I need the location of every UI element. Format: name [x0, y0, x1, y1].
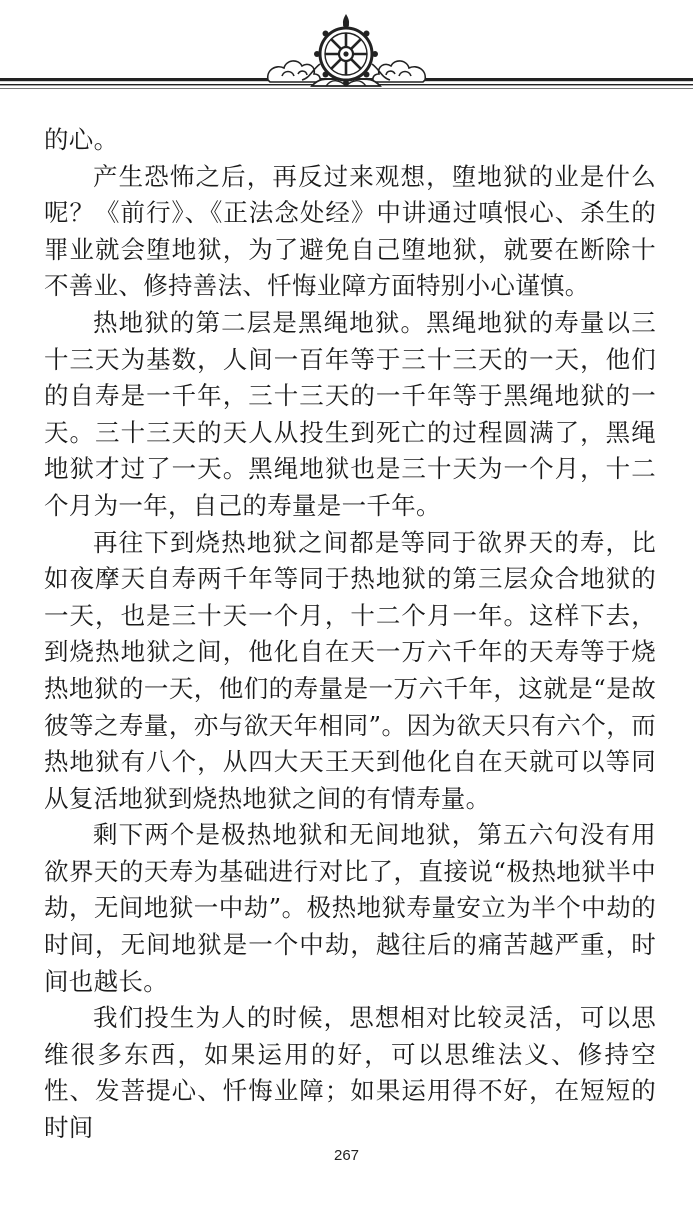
paragraph: 再往下到烧热地狱之间都是等同于欲界天的寿，比如夜摩天自寿两千年等同于热地狱的第三层众合地狱的一天，也是三十天一个月，十二个月一年。这样下去，到烧热地狱之间，他化自在天一万六千年的天寿等于烧热地狱的一天，他们的寿量是一万六千年，这就是“是故彼等之寿量，亦与欲天年相同”。因为欲天只有六个，而热地狱有八个，从四大天王天到他化自在天就可以等同从复活地狱到烧热地狱之间的有情寿量。: [44, 527, 656, 813]
paragraph: 剩下两个是极热地狱和无间地狱，第五六句没有用欲界天的天寿为基础进行对比了，直接说“极热地狱半中劫，无间地狱一中劫”。极热地狱寿量安立为半个中劫的时间，无间地狱是一个中劫，越往后的痛苦越严重，时间也越长。: [44, 820, 656, 996]
page-header-ornament: [0, 0, 693, 110]
page-body: [44, 122, 656, 1147]
page-number: 267: [333, 1147, 360, 1164]
paragraph: 热地狱的第二层是黑绳地狱。黑绳地狱的寿量以三十三天为基数，人间一百年等于三十三天的一天，他们的自寿是一千年，三十三天的一千年等于黑绳地狱的一天。三十三天的天人从投生到死亡的过程圆满了，黑绳地狱才过了一天。黑绳地狱也是三十天为一个月，十二个月为一年，自己的寿量是一千年。: [44, 307, 656, 520]
paragraph-continuation: 的心。: [44, 125, 119, 154]
paragraph: 我们投生为人的时候，思想相对比较灵活，可以思维很多东西，如果运用的好，可以思维法义、修持空性、发菩提心、忏悔业障；如果运用得不好，在短短的时间: [44, 1003, 656, 1143]
right-cloud-icon: [373, 61, 425, 82]
paragraph: 产生恐怖之后，再反过来观想，堕地狱的业是什么呢？《前行》、《正法念处经》中讲通过嗔恨心、杀生的罪业就会堕地狱，为了避免自己堕地狱，就要在断除十不善业、修持善法、忏悔业障方面特别小心谨慎。: [44, 161, 656, 301]
